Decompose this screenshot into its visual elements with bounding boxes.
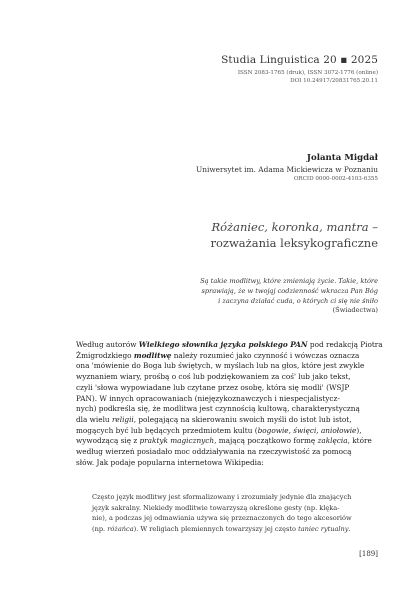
emphasis-run: różańca: [107, 524, 134, 533]
text-run: (np.: [92, 524, 108, 533]
emphasis-run: praktyk magicznych: [139, 436, 215, 446]
page-number: [189]: [359, 550, 378, 558]
article-title-line-2: rozważania leksykograficzne: [210, 236, 378, 250]
text-run: Według autorów: [76, 340, 139, 349]
text-run: , polegającą na skierowaniu swoich myśli do istot lub istot,: [133, 414, 352, 424]
emphasis-run: taniec rytualny: [298, 524, 349, 533]
journal-header: [221, 54, 378, 85]
text-run: Żmigrodzkiego: [76, 350, 134, 360]
text-run: ),: [356, 425, 362, 435]
epigraph-line: Są takie modlitwy, które zmieniają życie. Takie, które: [200, 277, 378, 285]
article-title: [210, 219, 378, 251]
body-line: nych) podkreśla się, że modlitwa jest czynnością kultową, charakterystyczną: [76, 404, 360, 414]
article-title-line-1: Różaniec, koronka, mantra –: [211, 220, 378, 234]
text-run: .: [348, 524, 351, 533]
author-affiliation: Uniwersytet im. Adama Mickiewicza w Poznaniu: [195, 165, 378, 174]
epigraph: [118, 277, 378, 316]
text-run: należy rozumieć jako czynność i wówczas oznacza: [171, 350, 360, 360]
issn: ISSN 2083-1765 (druk), ISSN 3072-1776 (online): [237, 70, 378, 76]
body-line: [76, 436, 380, 447]
text-run: pod redakcją Piotra: [307, 340, 383, 349]
body-line: według wierzeń posiadało moc oddziaływania na rzeczywistość za pomocą: [76, 447, 352, 457]
text-run: wywodzącą się z: [76, 436, 140, 446]
emphasis-run: bogowie, święci, aniołowie: [257, 425, 357, 435]
body-line: PAN). W innych opracowaniach (niejęzykoznawczych i niespecjalistycz-: [76, 393, 340, 403]
text-run: , mającą początkowo formę: [214, 436, 318, 446]
quote-line: [92, 524, 382, 535]
text-run: ). W religiach plemiennych towarzyszy jej często: [133, 524, 299, 533]
emphasis-run: modlitwę: [133, 350, 172, 360]
epigraph-source: (Świadectwa): [332, 306, 378, 315]
text-run: , które: [347, 436, 372, 446]
author-orcid: ORCID 0000-0002-4103-6355: [293, 176, 378, 182]
body-line: [76, 415, 380, 426]
body-paragraph: [76, 340, 383, 468]
body-line: czyli 'słowa wypowiadane lub czytane przez osobę, która się modli' (WSJP: [76, 382, 350, 392]
text-run: dla wielu: [76, 414, 112, 424]
quote-line: Często język modlitwy jest sformalizowany i zrozumiały jedynie dla znających: [92, 493, 352, 501]
body-line: wyznaniem wiary, prośbą o coś lub podziękowaniem za coś' lub jako tekst,: [76, 372, 351, 382]
body-line: ona 'mówienie do Boga lub świętych, w myślach lub na głos, które jest zwykle: [76, 361, 365, 371]
book-title-run: Wielkiego słownika języka polskiego PAN: [138, 340, 308, 349]
author-block: [196, 153, 378, 182]
quote-line: język sakralny. Niekiedy modlitwie towarzyszą określone gesty (np. klęka-: [92, 503, 340, 512]
epigraph-line: i zaczyna działać cuda, o których ci się nie śniło: [218, 296, 378, 305]
body-line: słów. Jak podaje popularna internetowa Wikipedia:: [76, 457, 264, 467]
block-quote: [92, 492, 382, 534]
emphasis-run: religii: [111, 414, 134, 424]
author-name: Jolanta Migdał: [306, 153, 378, 163]
text-run: mogących być lub będących przedmiotem kultu (: [76, 425, 258, 435]
body-line: [76, 351, 380, 362]
body-line: [76, 340, 383, 351]
emphasis-run: zaklęcia: [317, 436, 348, 446]
epigraph-line: sprawiają, że w twojąj codzienność wkracza Pan Bóg: [201, 286, 378, 295]
body-line: [76, 426, 380, 437]
doi: DOI 10.24917/20831765.20.11: [290, 78, 378, 84]
journal-title: Studia Linguistica 20 ▪ 2025: [221, 54, 378, 66]
quote-line: nie), a podczas jej odmawiania używa się przeznaczonych do tego akcesoriów: [92, 514, 352, 523]
